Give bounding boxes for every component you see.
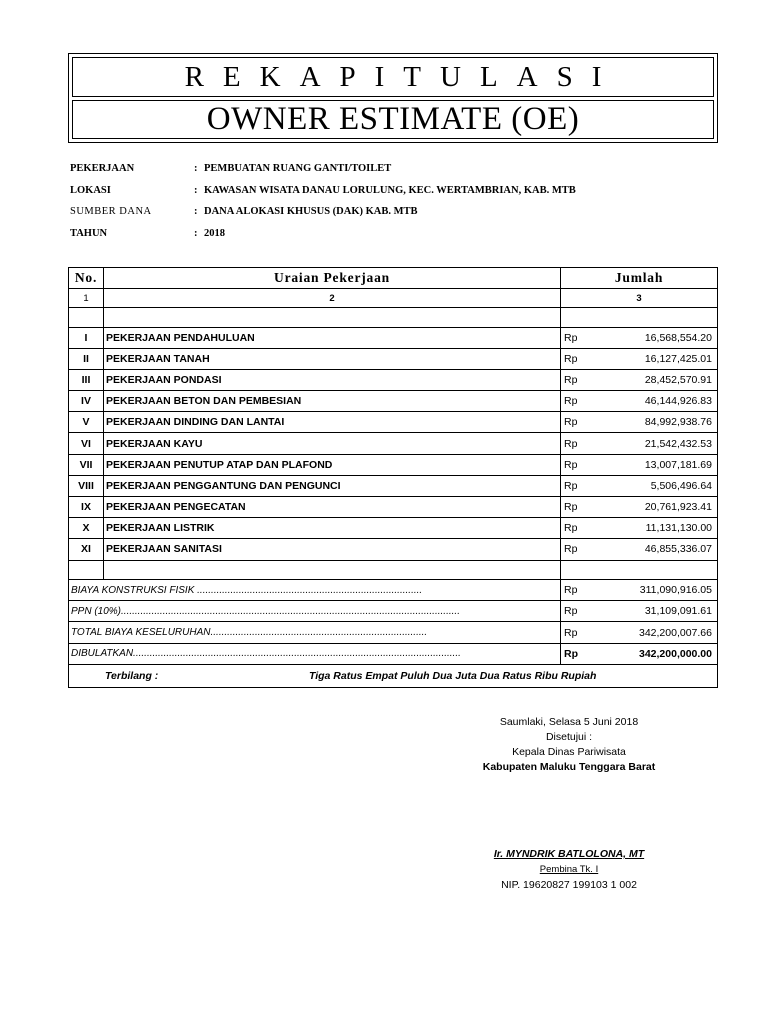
info-value: PEMBUATAN RUANG GANTI/TOILET xyxy=(204,163,392,174)
info-label: TAHUN xyxy=(70,227,108,239)
sign-approved: Disetujui : xyxy=(545,731,593,743)
estimate-table xyxy=(68,267,718,688)
row-no: IX xyxy=(69,497,104,518)
info-colon: : xyxy=(194,227,198,239)
row-amount: 13,007,181.69 xyxy=(639,454,718,475)
table-row xyxy=(69,475,718,496)
row-currency: Rp xyxy=(561,433,640,454)
signatory-rank: Pembina Tk. I xyxy=(539,864,599,875)
terbilang-value: Tiga Ratus Empat Puluh Dua Juta Dua Ratus Ribu Rupiah xyxy=(309,669,597,682)
summary-currency: Rp xyxy=(561,601,640,622)
summary-amount: 311,090,916.05 xyxy=(639,580,718,601)
table-row xyxy=(69,369,718,390)
row-currency: Rp xyxy=(561,454,640,475)
summary-amount: 342,200,007.66 xyxy=(639,622,718,643)
terbilang-row xyxy=(69,664,718,687)
table-row xyxy=(69,518,718,539)
info-value: KAWASAN WISATA DANAU LORULUNG, KEC. WERTAMBRIAN, KAB. MTB xyxy=(204,184,576,196)
summary-amount: 31,109,091.61 xyxy=(639,601,718,622)
header-uraian: Uraian Pekerjaan xyxy=(104,268,561,289)
info-colon: : xyxy=(194,206,198,217)
subheader-no: 1 xyxy=(69,289,104,308)
table-subheader-row xyxy=(69,289,718,308)
summary-amount: 342,200,000.00 xyxy=(639,643,718,664)
summary-currency: Rp xyxy=(561,643,640,664)
row-amount: 20,761,923.41 xyxy=(639,497,718,518)
table-row xyxy=(69,412,718,433)
signatory-nip: NIP. 19620827 199103 1 002 xyxy=(501,879,637,891)
sign-region: Kabupaten Maluku Tenggara Barat xyxy=(482,761,656,773)
table-row xyxy=(69,454,718,475)
table-row xyxy=(69,539,718,560)
info-value: DANA ALOKASI KHUSUS (DAK) KAB. MTB xyxy=(204,206,418,217)
row-currency: Rp xyxy=(561,518,640,539)
row-no: I xyxy=(69,327,104,348)
row-no: III xyxy=(69,369,104,390)
title-box xyxy=(68,53,718,143)
table-row xyxy=(69,348,718,369)
summary-row-biaya-konstruksi xyxy=(69,580,718,601)
row-amount: 16,127,425.01 xyxy=(639,348,718,369)
summary-row-ppn xyxy=(69,601,718,622)
row-no: VIII xyxy=(69,475,104,496)
subheader-jumlah: 3 xyxy=(561,289,718,308)
row-amount: 16,568,554.20 xyxy=(639,327,718,348)
row-amount: 46,855,336.07 xyxy=(639,539,718,560)
row-amount: 28,452,570.91 xyxy=(639,369,718,390)
document-title-spaced: REKAPITULASI xyxy=(72,57,714,97)
row-desc: PEKERJAAN PONDASI xyxy=(104,369,561,390)
row-currency: Rp xyxy=(561,539,640,560)
info-value: 2018 xyxy=(204,227,225,239)
terbilang-label: Terbilang : xyxy=(105,669,159,682)
row-currency: Rp xyxy=(561,327,640,348)
sign-position: Kepala Dinas Pariwisata xyxy=(512,746,626,758)
row-desc: PEKERJAAN LISTRIK xyxy=(104,518,561,539)
row-currency: Rp xyxy=(561,412,640,433)
info-colon: : xyxy=(194,184,198,196)
row-amount: 5,506,496.64 xyxy=(639,475,718,496)
row-currency: Rp xyxy=(561,348,640,369)
row-amount: 11,131,130.00 xyxy=(639,518,718,539)
row-no: V xyxy=(69,412,104,433)
row-amount: 46,144,926.83 xyxy=(639,391,718,412)
header-jumlah: Jumlah xyxy=(561,268,718,289)
table-header-row xyxy=(69,268,718,289)
row-no: VI xyxy=(69,433,104,454)
row-desc: PEKERJAAN KAYU xyxy=(104,433,561,454)
row-desc: PEKERJAAN PENGGANTUNG DAN PENGUNCI xyxy=(104,475,561,496)
row-currency: Rp xyxy=(561,497,640,518)
info-label: PEKERJAAN xyxy=(70,163,135,174)
sign-place-date: Saumlaki, Selasa 5 Juni 2018 xyxy=(499,716,639,728)
row-no: X xyxy=(69,518,104,539)
row-no: IV xyxy=(69,391,104,412)
table-row xyxy=(69,327,718,348)
table-row xyxy=(69,497,718,518)
summary-desc: PPN (10%).......................................................................................................................... xyxy=(69,601,561,622)
summary-desc: DIBULATKAN...................................................................................................................... xyxy=(69,643,561,664)
info-colon: : xyxy=(194,163,198,174)
header-no: No. xyxy=(69,268,104,289)
row-desc: PEKERJAAN PENUTUP ATAP DAN PLAFOND xyxy=(104,454,561,475)
row-desc: PEKERJAAN SANITASI xyxy=(104,539,561,560)
summary-currency: Rp xyxy=(561,580,640,601)
terbilang-cell xyxy=(69,664,718,687)
table-blank-row xyxy=(69,560,718,580)
row-desc: PEKERJAAN PENGECATAN xyxy=(104,497,561,518)
row-desc: PEKERJAAN PENDAHULUAN xyxy=(104,327,561,348)
row-amount: 21,542,432.53 xyxy=(639,433,718,454)
row-no: VII xyxy=(69,454,104,475)
info-label: SUMBER DANA xyxy=(70,206,152,217)
row-desc: PEKERJAAN DINDING DAN LANTAI xyxy=(104,412,561,433)
summary-desc: TOTAL BIAYA KESELURUHAN.............................................................................. xyxy=(69,622,561,643)
document-title: OWNER ESTIMATE (OE) xyxy=(72,100,714,139)
row-currency: Rp xyxy=(561,369,640,390)
summary-desc: BIAYA KONSTRUKSI FISIK ................................................................................. xyxy=(69,580,561,601)
row-no: XI xyxy=(69,539,104,560)
row-amount: 84,992,938.76 xyxy=(639,412,718,433)
info-label: LOKASI xyxy=(70,184,111,196)
row-no: II xyxy=(69,348,104,369)
subheader-uraian: 2 xyxy=(104,289,561,308)
table-blank-row xyxy=(69,308,718,328)
row-currency: Rp xyxy=(561,391,640,412)
table-row xyxy=(69,433,718,454)
summary-currency: Rp xyxy=(561,622,640,643)
summary-row-total xyxy=(69,622,718,643)
row-desc: PEKERJAAN BETON DAN PEMBESIAN xyxy=(104,391,561,412)
signatory-name: Ir. MYNDRIK BATLOLONA, MT xyxy=(493,848,645,860)
summary-row-dibulatkan xyxy=(69,643,718,664)
row-desc: PEKERJAAN TANAH xyxy=(104,348,561,369)
table-row xyxy=(69,391,718,412)
row-currency: Rp xyxy=(561,475,640,496)
